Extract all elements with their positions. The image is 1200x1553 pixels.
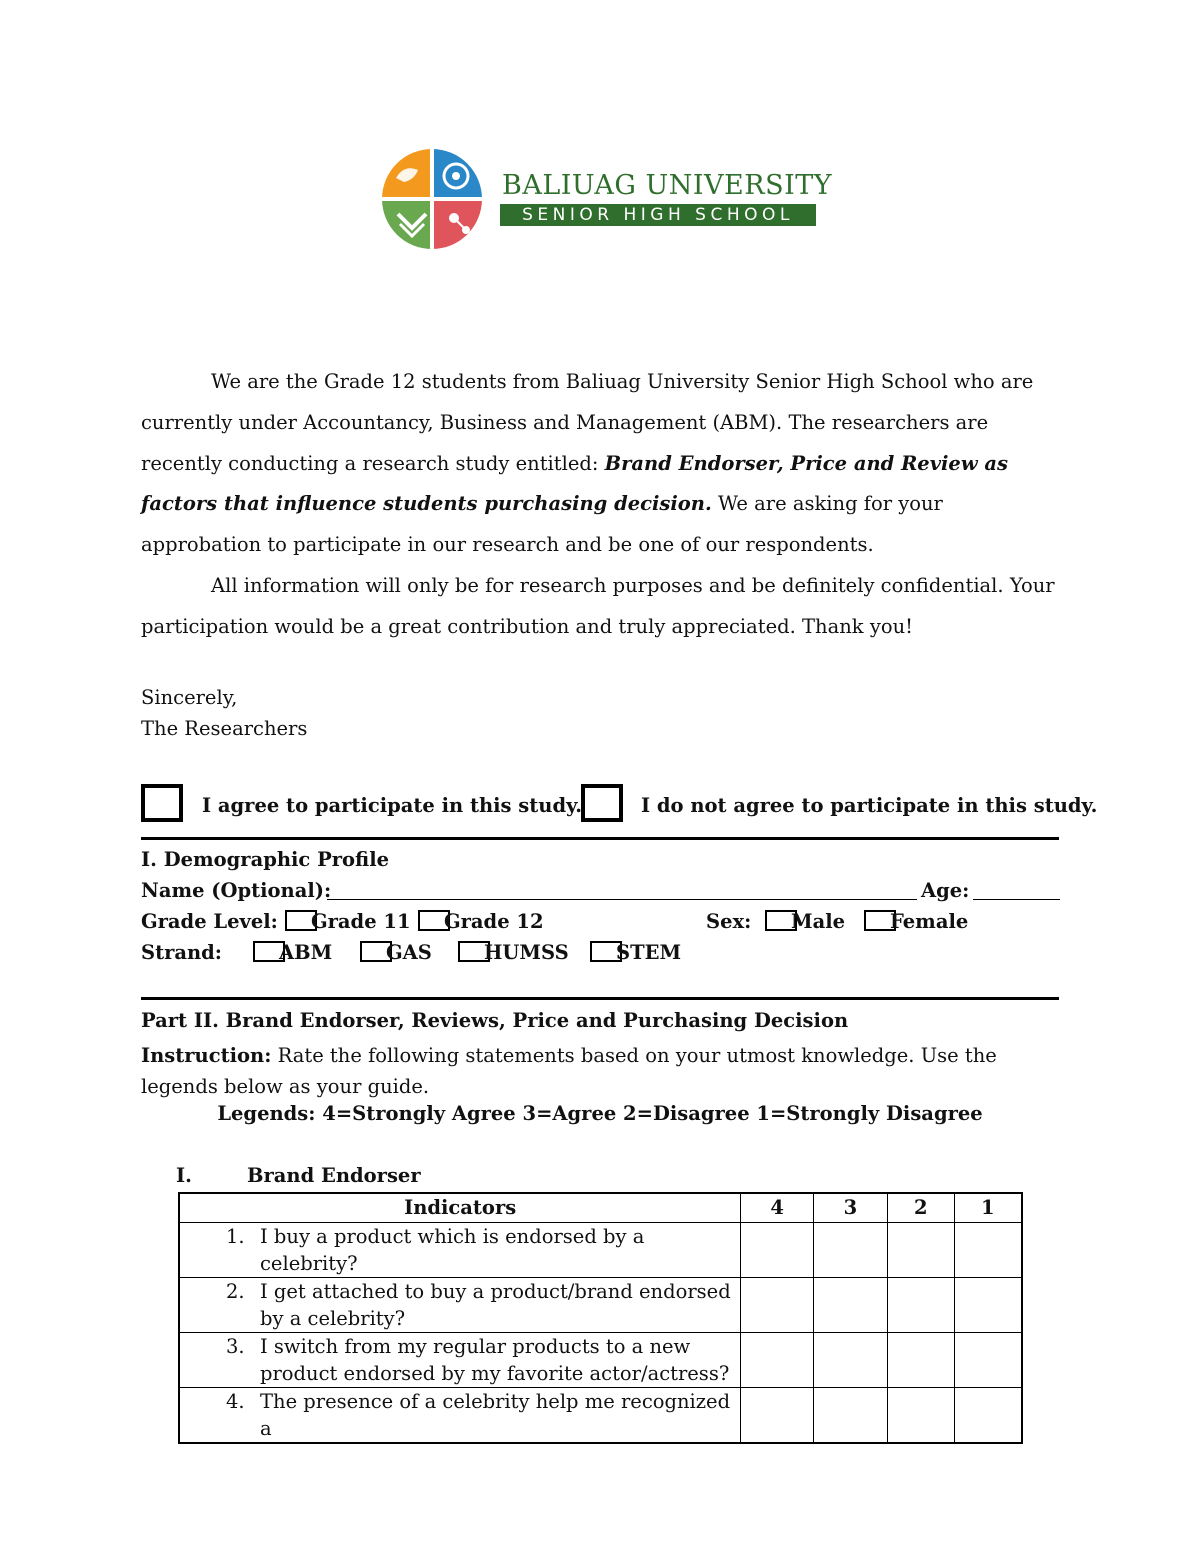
rating-cell-2[interactable]	[887, 1278, 954, 1333]
grade-12-label: Grade 12	[444, 910, 544, 933]
table-row	[179, 1278, 1022, 1333]
section-title: Brand Endorser	[247, 1164, 421, 1187]
header-1: 1	[954, 1193, 1022, 1223]
grade-11-label: Grade 11	[311, 910, 411, 933]
row-number: 1.	[226, 1225, 245, 1248]
rating-cell-1[interactable]	[954, 1388, 1022, 1444]
table-row	[179, 1333, 1022, 1388]
gas-label: GAS	[386, 941, 432, 964]
rating-cell-1[interactable]	[954, 1223, 1022, 1278]
row-number: 4.	[226, 1390, 245, 1413]
row-text: I buy a product which is endorsed by a celebrity?	[260, 1225, 645, 1275]
closing: Sincerely,	[141, 686, 238, 709]
rating-cell-3[interactable]	[814, 1333, 888, 1388]
disagree-checkbox[interactable]	[581, 784, 623, 822]
table-row	[179, 1388, 1022, 1444]
rating-cell-1[interactable]	[954, 1278, 1022, 1333]
legends: Legends: 4=Strongly Agree 3=Agree 2=Disagree 1=Strongly Disagree	[217, 1102, 983, 1125]
table-row	[179, 1223, 1022, 1278]
grade-level-label: Grade Level:	[141, 910, 278, 933]
male-label: Male	[791, 910, 846, 933]
rating-cell-4[interactable]	[741, 1223, 814, 1278]
indicator-table	[178, 1192, 1023, 1444]
header-3: 3	[814, 1193, 888, 1223]
sex-option-female[interactable]	[864, 910, 968, 933]
demographic-heading: I. Demographic Profile	[141, 848, 390, 871]
age-field[interactable]	[973, 899, 1060, 900]
study-title: Brand Endorser, Price and Review as factors that influence students purchasing decision.	[141, 451, 1009, 516]
logo-emblem-icon	[378, 148, 490, 250]
intro-paragraph-2: All information will only be for research purposes and be definitely confidential. Your participation would be a great contribution and truly appreciated. Thank you!	[141, 573, 1055, 638]
strand-label: Strand:	[141, 941, 223, 964]
row-number: 3.	[226, 1335, 245, 1358]
instruction	[141, 1040, 1041, 1102]
strand-option-gas[interactable]	[360, 941, 432, 964]
section-numeral: I.	[176, 1164, 192, 1187]
row-text: I get attached to buy a product/brand endorsed by a celebrity?	[260, 1280, 731, 1330]
grade-option-11[interactable]	[285, 910, 411, 933]
abm-label: ABM	[279, 941, 333, 964]
instruction-text: Rate the following statements based on your utmost knowledge. Use the legends below as your guide.	[141, 1044, 997, 1098]
agree-label: I agree to participate in this study.	[202, 794, 582, 817]
logo-university-name: BALIUAG UNIVERSITY	[502, 170, 833, 201]
divider	[141, 837, 1059, 840]
header-2: 2	[887, 1193, 954, 1223]
indicator-cell	[179, 1333, 741, 1388]
sex-option-male[interactable]	[765, 910, 845, 933]
rating-cell-2[interactable]	[887, 1388, 954, 1444]
disagree-label: I do not agree to participate in this study.	[641, 794, 1098, 817]
rating-cell-1[interactable]	[954, 1333, 1022, 1388]
intro-request: We are asking for your approbation to participate in our research and be one of our respondents.	[141, 492, 943, 557]
table-header-row	[179, 1193, 1022, 1223]
humss-label: HUMSS	[484, 941, 569, 964]
name-label: Name (Optional):	[141, 879, 332, 902]
header-indicators: Indicators	[179, 1193, 741, 1223]
stem-label: STEM	[616, 941, 682, 964]
divider	[141, 997, 1059, 1000]
rating-cell-2[interactable]	[887, 1333, 954, 1388]
rating-cell-3[interactable]	[814, 1278, 888, 1333]
age-label: Age:	[921, 879, 970, 902]
strand-option-humss[interactable]	[458, 941, 569, 964]
agree-checkbox[interactable]	[141, 784, 183, 822]
female-label: Female	[890, 910, 969, 933]
indicator-cell	[179, 1223, 741, 1278]
row-number: 2.	[226, 1280, 245, 1303]
intro-letter	[141, 362, 1061, 648]
name-field[interactable]	[327, 899, 917, 900]
strand-option-stem[interactable]	[590, 941, 681, 964]
sex-label: Sex:	[706, 910, 752, 933]
rating-cell-4[interactable]	[741, 1278, 814, 1333]
rating-cell-3[interactable]	[814, 1223, 888, 1278]
rating-cell-4[interactable]	[741, 1388, 814, 1444]
grade-option-12[interactable]	[418, 910, 544, 933]
school-logo	[378, 148, 833, 250]
indicator-cell	[179, 1278, 741, 1333]
intro-paragraph-1	[141, 362, 1061, 566]
indicator-cell	[179, 1388, 741, 1444]
header-4: 4	[741, 1193, 814, 1223]
strand-option-abm[interactable]	[253, 941, 332, 964]
part2-heading: Part II. Brand Endorser, Reviews, Price and Purchasing Decision	[141, 1009, 849, 1032]
signature: The Researchers	[141, 717, 308, 740]
rating-cell-2[interactable]	[887, 1223, 954, 1278]
row-text: I switch from my regular products to a new product endorsed by my favorite actor/actress?	[260, 1335, 730, 1385]
rating-cell-4[interactable]	[741, 1333, 814, 1388]
instruction-label: Instruction:	[141, 1044, 272, 1067]
intro-text: We are the Grade 12 students from Baliuag University Senior High School who are currently under Accountancy, Business and Management (ABM). The researchers are recently conducting a research study entitled:	[141, 370, 1034, 475]
logo-school-name: SENIOR HIGH SCHOOL	[500, 204, 816, 226]
rating-cell-3[interactable]	[814, 1388, 888, 1444]
row-text: The presence of a celebrity help me recognized a	[260, 1390, 731, 1440]
